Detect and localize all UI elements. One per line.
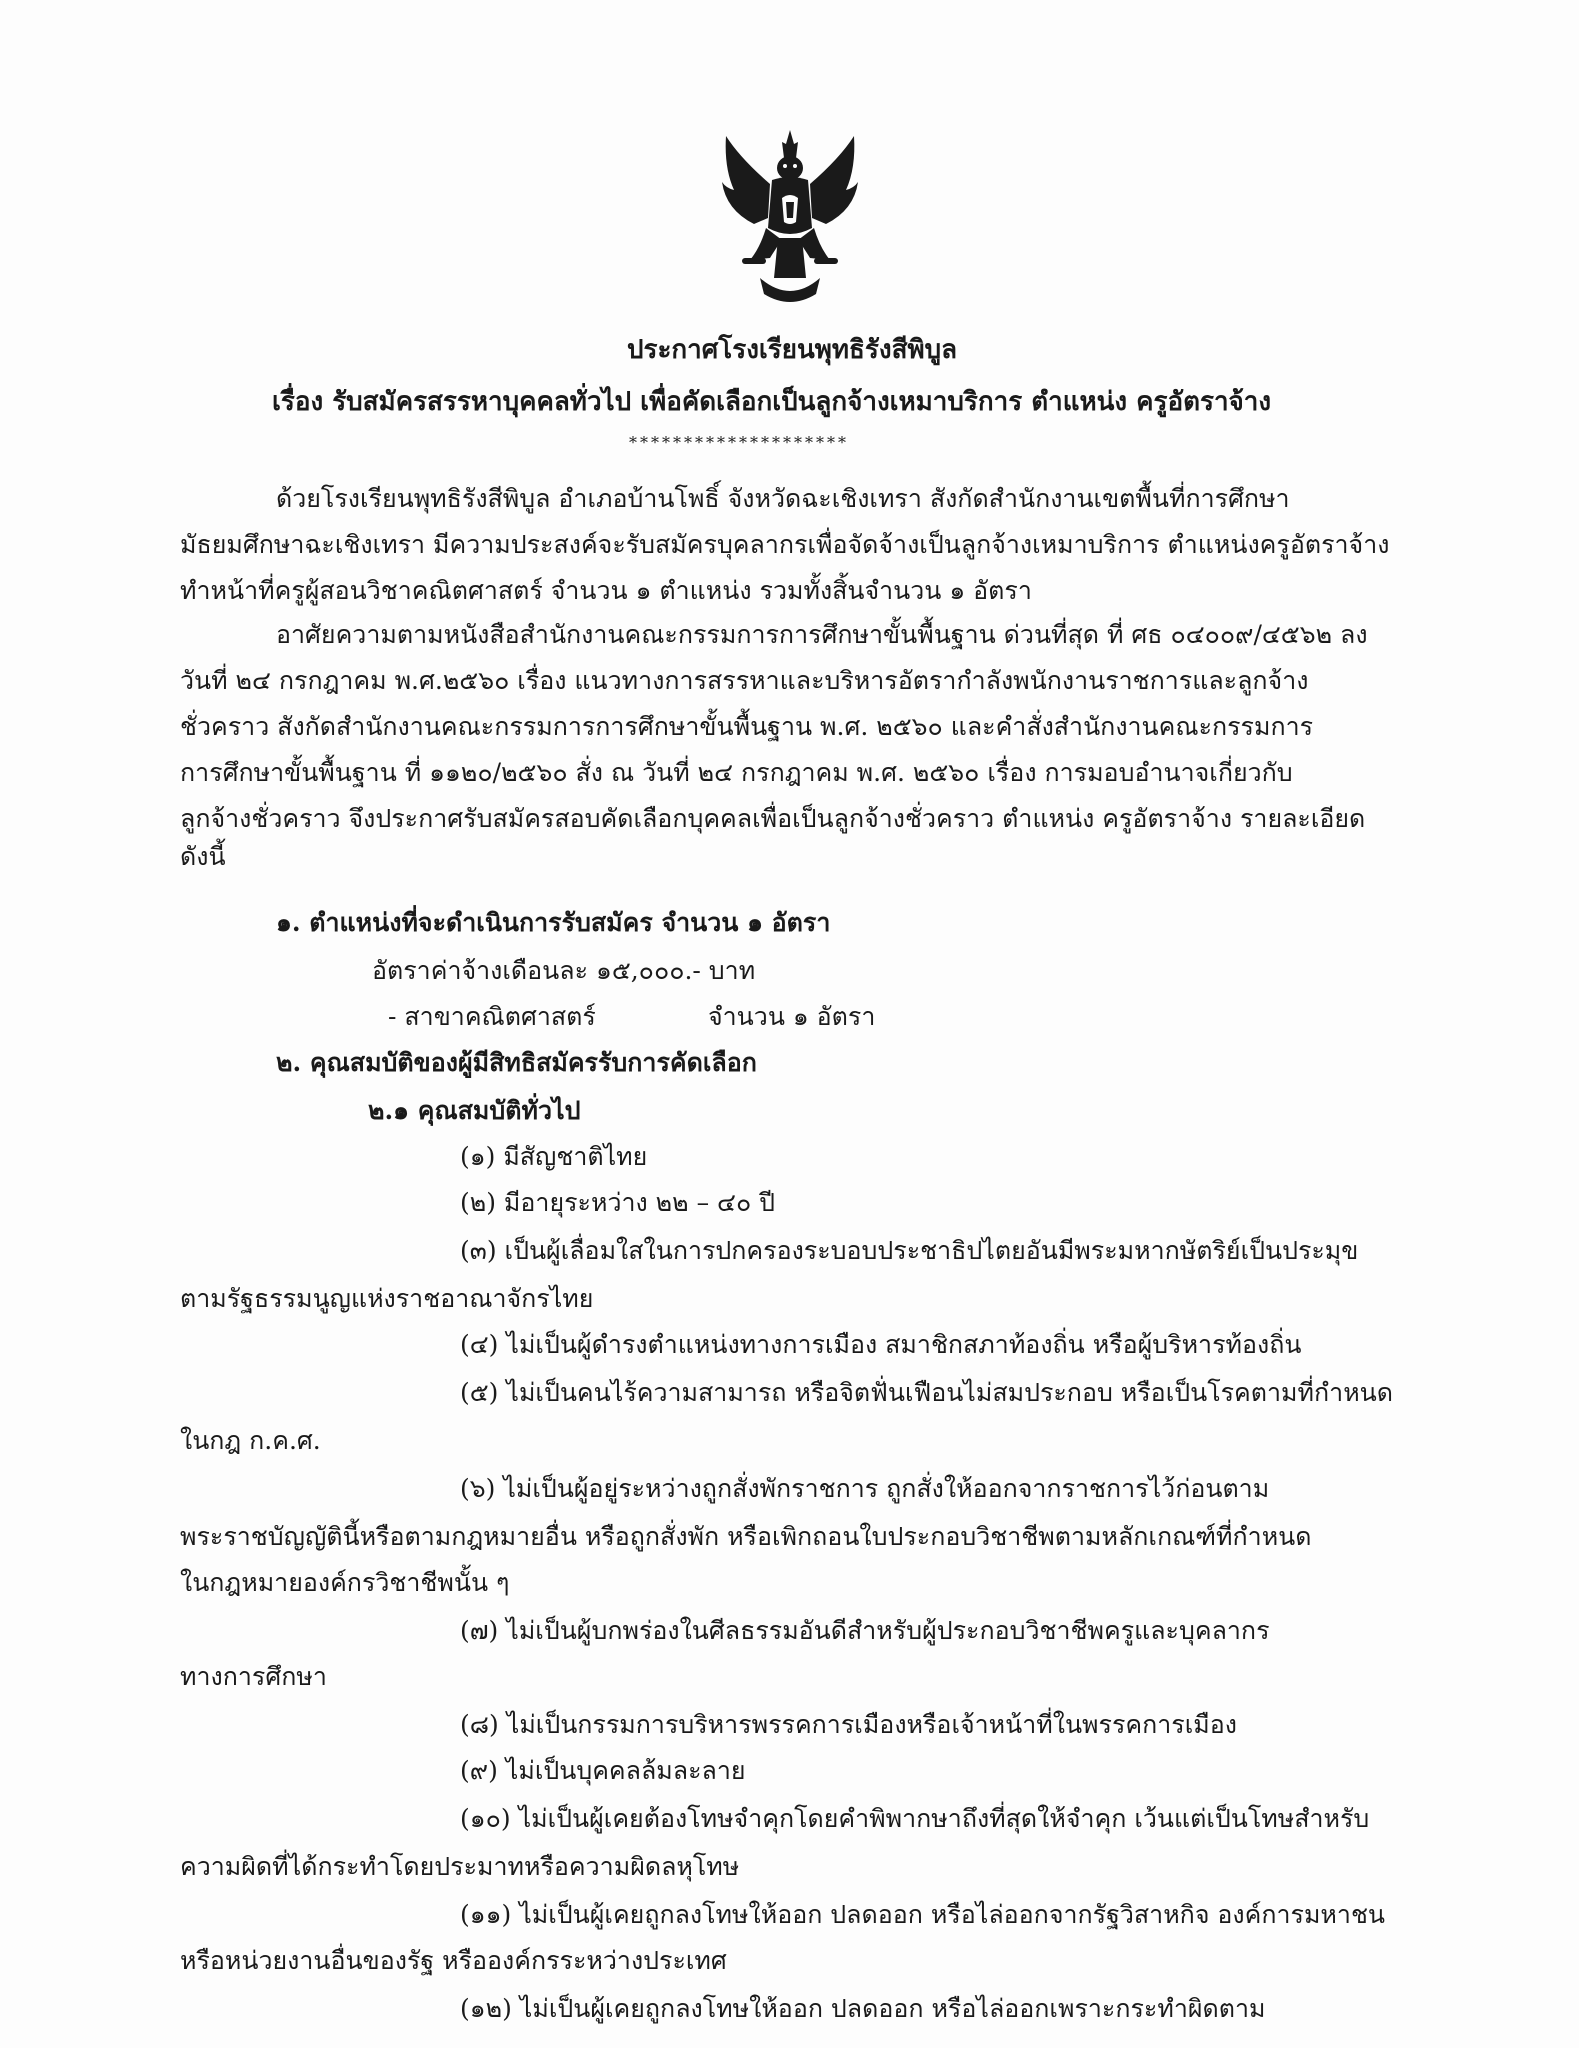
intro-line: ลูกจ้างชั่วคราว จึงประกาศรับสมัครสอบคัดเลือกบุคคลเพื่อเป็นลูกจ้างชั่วคราว ตำแหน่ง ครูอัตราจ้าง รายละเอียด	[180, 804, 1366, 833]
qualification-item: (๔) ไม่เป็นผู้ดำรงตำแหน่งทางการเมือง สมาชิกสภาท้องถิ่น หรือผู้บริหารท้องถิ่น	[460, 1330, 1302, 1359]
qualification-item: (๑๒) ไม่เป็นผู้เคยถูกลงโทษให้ออก ปลดออก หรือไล่ออกเพราะกระทำผิดตาม	[460, 1994, 1266, 2023]
qualification-item: (๘) ไม่เป็นกรรมการบริหารพรรคการเมืองหรือเจ้าหน้าที่ในพรรคการเมือง	[460, 1710, 1237, 1739]
qualification-item: (๓) เป็นผู้เลื่อมใสในการปกครองระบอบประชาธิปไตยอันมีพระมหากษัตริย์เป็นประมุข	[460, 1236, 1359, 1265]
salary-rate: อัตราค่าจ้างเดือนละ ๑๕,๐๐๐.- บาท	[372, 956, 756, 985]
qualification-item: (๗) ไม่เป็นผู้บกพร่องในศีลธรรมอันดีสำหรับผู้ประกอบวิชาชีพครูและบุคลากร	[460, 1616, 1270, 1645]
qualification-item: ตามรัฐธรรมนูญแห่งราชอาณาจักรไทย	[180, 1284, 594, 1313]
intro-line: วันที่ ๒๔ กรกฎาคม พ.ศ.๒๕๖๐ เรื่อง แนวทางการสรรหาและบริหารอัตรากำลังพนักงานราชการและลูกจ้าง	[180, 666, 1309, 695]
qualification-item: (๑๐) ไม่เป็นผู้เคยต้องโทษจำคุกโดยคำพิพากษาถึงที่สุดให้จำคุก เว้นแต่เป็นโทษสำหรับ	[460, 1804, 1370, 1833]
intro-line: มัธยมศึกษาฉะเชิงเทรา มีความประสงค์จะรับสมัครบุคลากรเพื่อจัดจ้างเป็นลูกจ้างเหมาบริการ ตำแหน่งครูอัตราจ้าง	[180, 530, 1390, 559]
intro-line: การศึกษาขั้นพื้นฐาน ที่ ๑๑๒๐/๒๕๖๐ สั่ง ณ วันที่ ๒๔ กรกฎาคม พ.ศ. ๒๕๖๐ เรื่อง การมอบอำนาจเกี่ยวกับ	[180, 758, 1293, 787]
qualification-item: ในกฎหมายองค์กรวิชาชีพนั้น ๆ	[180, 1568, 510, 1597]
qualification-item: ทางการศึกษา	[180, 1662, 327, 1691]
branch-name: - สาขาคณิตศาสตร์	[388, 1002, 596, 1031]
document-title: ประกาศโรงเรียนพุทธิรังสีพิบูล	[627, 335, 958, 365]
intro-line: ด้วยโรงเรียนพุทธิรังสีพิบูล อำเภอบ้านโพธิ์ จังหวัดฉะเชิงเทรา สังกัดสำนักงานเขตพื้นที่การศึกษา	[276, 484, 1290, 513]
qualification-item: หรือหน่วยงานอื่นของรัฐ หรือองค์กรระหว่างประเทศ	[180, 1946, 727, 1975]
intro-line: ดังนี้	[180, 842, 226, 871]
intro-line: ทำหน้าที่ครูผู้สอนวิชาคณิตศาสตร์ จำนวน ๑ ตำแหน่ง รวมทั้งสิ้นจำนวน ๑ อัตรา	[180, 576, 1032, 605]
qualification-item: (๙) ไม่เป็นบุคคลล้มละลาย	[460, 1756, 746, 1785]
branch-count: จำนวน ๑ อัตรา	[708, 1002, 876, 1031]
qualification-item: (๕) ไม่เป็นคนไร้ความสามารถ หรือจิตฟั่นเฟือนไม่สมประกอบ หรือเป็นโรคตามที่กำหนด	[460, 1378, 1393, 1407]
qualification-item: ในกฎ ก.ค.ศ.	[180, 1426, 321, 1455]
qualification-item: ความผิดที่ได้กระทำโดยประมาทหรือความผิดลหุโทษ	[180, 1852, 740, 1881]
qualification-item: (๒) มีอายุระหว่าง ๒๒ – ๔๐ ปี	[460, 1188, 776, 1217]
intro-line: ชั่วคราว สังกัดสำนักงานคณะกรรมการการศึกษาขั้นพื้นฐาน พ.ศ. ๒๕๖๐ และคำสั่งสำนักงานคณะกรรมการ	[180, 712, 1314, 741]
qualification-item: (๑๑) ไม่เป็นผู้เคยถูกลงโทษให้ออก ปลดออก หรือไล่ออกจากรัฐวิสาหกิจ องค์การมหาชน	[460, 1900, 1386, 1929]
section-1-heading: ๑. ตำแหน่งที่จะดำเนินการรับสมัคร จำนวน ๑ อัตรา	[276, 908, 831, 937]
section-2-heading: ๒. คุณสมบัติของผู้มีสิทธิสมัครรับการคัดเลือก	[276, 1048, 757, 1077]
title-divider: ********************	[629, 433, 849, 452]
qualification-item: พระราชบัญญัตินี้หรือตามกฎหมายอื่น หรือถูกสั่งพัก หรือเพิกถอนใบประกอบวิชาชีพตามหลักเกณฑ์ที่กำหนด	[180, 1522, 1312, 1551]
intro-line: อาศัยความตามหนังสือสำนักงานคณะกรรมการการศึกษาขั้นพื้นฐาน ด่วนที่สุด ที่ ศธ ๐๔๐๐๙/๔๕๖๒ ลง	[276, 620, 1368, 649]
garuda-emblem-icon	[720, 128, 860, 308]
section-2-1-heading: ๒.๑ คุณสมบัติทั่วไป	[368, 1096, 581, 1125]
qualification-item: (๖) ไม่เป็นผู้อยู่ระหว่างถูกสั่งพักราชการ ถูกสั่งให้ออกจากราชการไว้ก่อนตาม	[460, 1474, 1270, 1503]
qualification-item: (๑) มีสัญชาติไทย	[460, 1142, 648, 1171]
document-subject: เรื่อง รับสมัครสรรหาบุคคลทั่วไป เพื่อคัดเลือกเป็นลูกจ้างเหมาบริการ ตำแหน่ง ครูอัตราจ้าง	[272, 387, 1272, 417]
